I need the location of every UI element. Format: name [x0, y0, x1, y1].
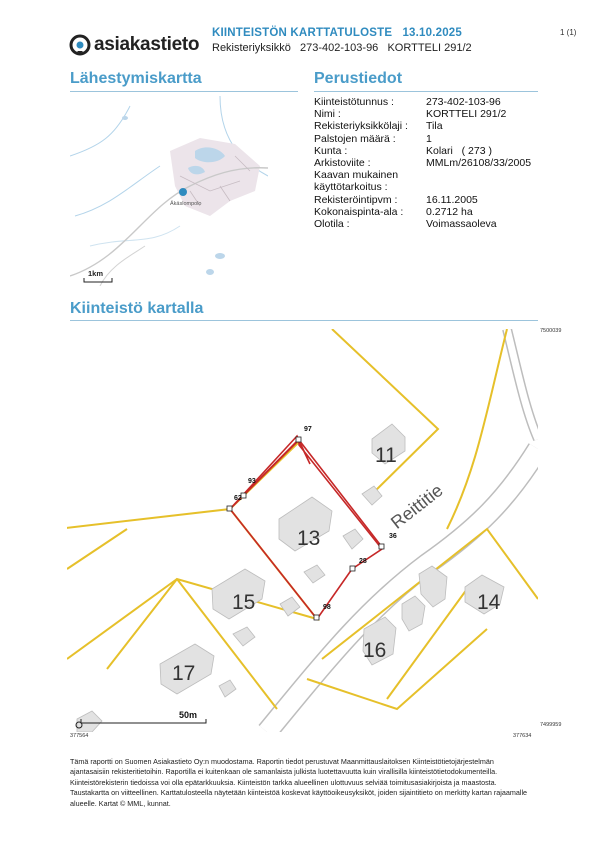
- location-marker-icon: [179, 188, 187, 196]
- block-number: 16: [363, 639, 387, 662]
- info-value: Voimassaoleva: [426, 218, 497, 231]
- info-row: [314, 218, 531, 230]
- info-row: [314, 108, 531, 120]
- point-number: 98: [323, 604, 331, 611]
- document-subtitle: Rekisteriyksikkö 273-402-103-96 KORTTELI 291/2: [212, 42, 472, 54]
- road-label: Reittitie: [387, 480, 447, 533]
- block-number: 13: [297, 527, 321, 550]
- info-value: KORTTELI 291/2: [426, 108, 507, 121]
- info-label: Kiinteistötunnus :: [314, 96, 394, 108]
- block-number: 17: [172, 662, 196, 685]
- block-number: 14: [477, 591, 501, 614]
- info-label: Kaavan mukainen käyttötarkoitus :: [314, 169, 399, 194]
- logo-text: asiakastieto: [94, 34, 200, 55]
- info-value: Tila: [426, 120, 443, 133]
- section-title-approach-map: Lähestymiskartta: [70, 70, 202, 87]
- info-value: MMLm/26108/33/2005: [426, 157, 532, 170]
- info-label: Olotila :: [314, 218, 350, 231]
- info-value: 16.11.2005: [426, 193, 478, 206]
- info-label: Kokonaispinta-ala :: [314, 205, 404, 218]
- point-number: 36: [389, 533, 397, 540]
- property-map: [67, 329, 538, 732]
- section-divider: [314, 91, 538, 92]
- basic-info-table: [314, 96, 531, 230]
- point-number: 28: [359, 558, 367, 565]
- coord-bottom-right: 7499959: [540, 722, 562, 728]
- block-number: 11: [375, 444, 397, 467]
- section-divider: [70, 91, 298, 92]
- place-label: Äkäslompolo: [170, 201, 202, 207]
- info-row: [314, 133, 531, 145]
- section-divider: [70, 320, 538, 321]
- coord-bottom-left: 377564: [70, 733, 89, 739]
- info-row: [314, 169, 531, 193]
- info-label: Rekisteriyksikkölaji :: [314, 120, 408, 133]
- page-number: 1 (1): [560, 28, 577, 37]
- info-row: [314, 206, 531, 218]
- section-title-property-map: Kiinteistö kartalla: [70, 300, 204, 317]
- info-row: [314, 157, 531, 169]
- info-value: [426, 169, 531, 193]
- info-label: Rekisteröintipvm :: [314, 193, 398, 206]
- logo-pin-icon: [68, 34, 92, 58]
- info-row: [314, 194, 531, 206]
- approach-map: [70, 96, 268, 286]
- info-value: Kolari ( 273 ): [426, 144, 492, 157]
- info-value: 0.2712 ha: [426, 205, 473, 218]
- info-label: Palstojen määrä :: [314, 132, 396, 145]
- footer-disclaimer: Tämä raportti on Suomen Asiakastieto Oy:n muodostama. Raportin tiedot perustuvat Maanmittauslaitoksen Kiinteistötietojärjestelmän ajantasaisiin rekisteritietoihin. Raportilla ei kuitenkaan ole samanlaista julkista luotettavuutta kuin virallisilla kiinteistötietodokumenteilla. Kiinteistörekisterin tiedoissa voi olla epätarkkuuksia. Kiinteistön tarkka alueellinen ulottuvuus selviää toimitusasiakirjoista ja maastosta. Taustakartta on viitteellinen. Karttatulosteella näytetään kiinteistöä koskevat käyttöoikeusyksiköt, joiden sijaintitieto on merkitty kartan rajaamalle alueelle. Kartat © MML, kunnat.: [70, 757, 528, 808]
- point-number: 97: [304, 426, 312, 433]
- info-value: 273-402-103-96: [426, 96, 501, 108]
- asiakastieto-logo: [68, 32, 198, 58]
- map-scale-label: 50m: [179, 710, 198, 720]
- info-label: Kunta :: [314, 144, 348, 157]
- section-title-basic-info: Perustiedot: [314, 70, 403, 87]
- point-number: 93: [248, 478, 256, 485]
- info-row: [314, 145, 531, 157]
- approach-map-graphic: [70, 96, 268, 286]
- document-title: KIINTEISTÖN KARTTATULOSTE 13.10.2025: [212, 27, 462, 39]
- coord-top-right: 7500039: [540, 328, 562, 334]
- approach-scale-label: 1km: [88, 269, 104, 278]
- point-number: 62: [234, 495, 242, 502]
- block-number: 15: [232, 591, 256, 614]
- info-label: Arkistoviite :: [314, 157, 371, 170]
- info-label: Nimi :: [314, 108, 341, 121]
- info-value: 1: [426, 132, 432, 145]
- info-row: [314, 120, 531, 132]
- info-row: [314, 96, 531, 108]
- coord-bottom-mid: 377634: [513, 733, 532, 739]
